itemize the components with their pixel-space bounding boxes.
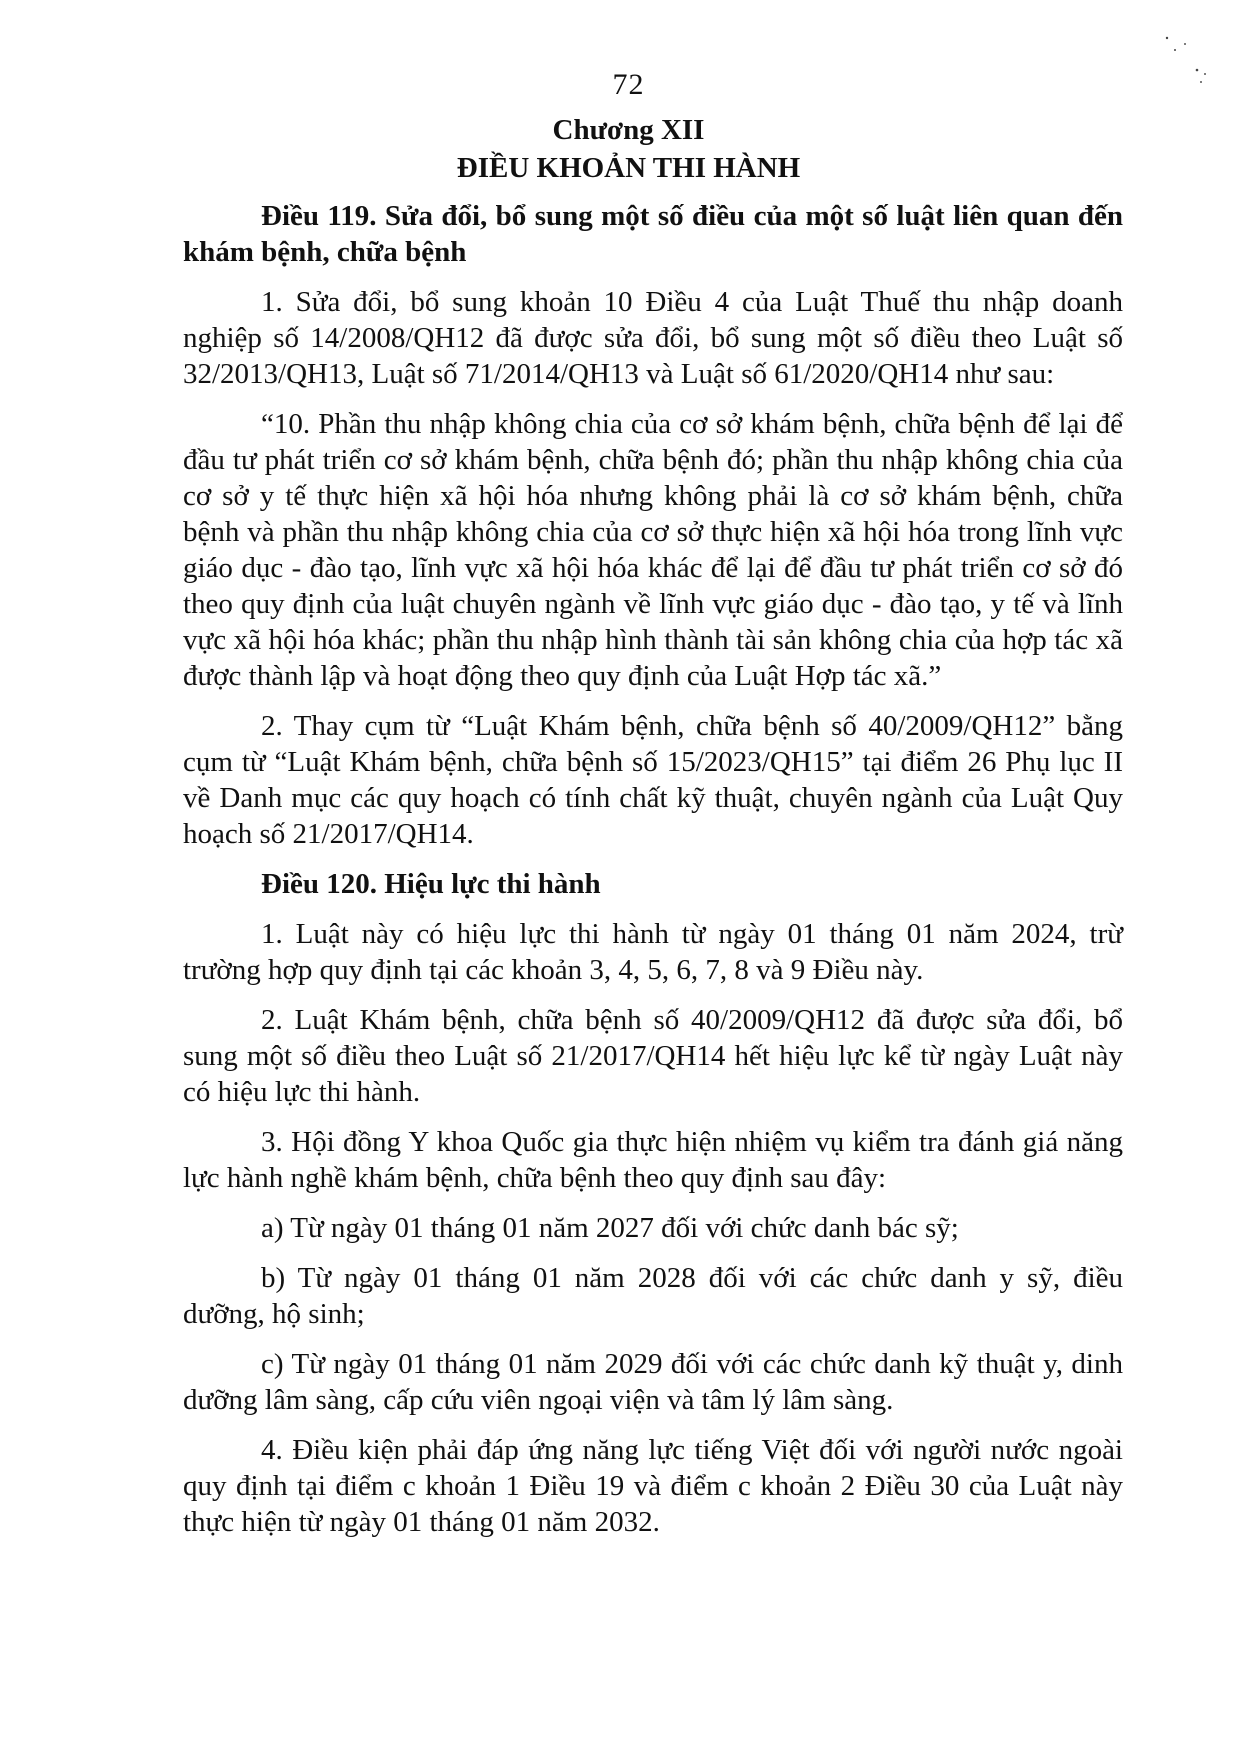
paragraph: 3. Hội đồng Y khoa Quốc gia thực hiện nhiệm vụ kiểm tra đánh giá năng lực hành nghề khám bệnh, chữa bệnh theo quy định sau đây:	[183, 1126, 1123, 1194]
article-heading: Điều 119. Sửa đổi, bổ sung một số điều của một số luật liên quan đến khám bệnh, chữa bệnh	[183, 200, 1123, 268]
list-item: c) Từ ngày 01 tháng 01 năm 2029 đối với các chức danh kỹ thuật y, dinh dưỡng lâm sàng, cấp cứu viên ngoại viện và tâm lý lâm sàng.	[183, 1348, 1123, 1416]
paragraph: 2. Luật Khám bệnh, chữa bệnh số 40/2009/QH12 đã được sửa đổi, bổ sung một số điều theo Luật số 21/2017/QH14 hết hiệu lực kể từ ngày Luật này có hiệu lực thi hành.	[183, 1004, 1123, 1108]
paragraph: 4. Điều kiện phải đáp ứng năng lực tiếng Việt đối với người nước ngoài quy định tại điểm c khoản 1 Điều 19 và điểm c khoản 2 Điều 30 của Luật này thực hiện từ ngày 01 tháng 01 năm 2032.	[183, 1434, 1123, 1538]
chapter-title: ĐIỀU KHOẢN THI HÀNH	[456, 152, 801, 184]
quoted-paragraph: “10. Phần thu nhập không chia của cơ sở khám bệnh, chữa bệnh để lại để đầu tư phát triển cơ sở khám bệnh, chữa bệnh đó; phần thu nhập không chia của cơ sở y tế thực hiện xã hội hóa nhưng không phải là cơ sở khám bệnh, chữa bệnh và phần thu nhập không chia của cơ sở thực hiện xã hội hóa trong lĩnh vực giáo dục - đào tạo, lĩnh vực xã hội hóa khác để lại để đầu tư phát triển cơ sở đó theo quy định của luật chuyên ngành về lĩnh vực giáo dục - đào tạo, y tế và lĩnh vực xã hội hóa khác; phần thu nhập hình thành tài sản không chia của hợp tác xã được thành lập và hoạt động theo quy định của Luật Hợp tác xã.”	[183, 408, 1123, 692]
article-heading: Điều 120. Hiệu lực thi hành	[261, 868, 601, 900]
chapter-label: Chương XII	[552, 114, 705, 146]
article-119	[183, 198, 1123, 852]
list-item: a) Từ ngày 01 tháng 01 năm 2027 đối với chức danh bác sỹ;	[261, 1212, 959, 1244]
paragraph: 1. Luật này có hiệu lực thi hành từ ngày 01 tháng 01 năm 2024, trừ trường hợp quy định tại các khoản 3, 4, 5, 6, 7, 8 và 9 Điều này.	[183, 918, 1123, 986]
document-body	[183, 198, 1123, 1554]
paragraph: 2. Thay cụm từ “Luật Khám bệnh, chữa bệnh số 40/2009/QH12” bằng cụm từ “Luật Khám bệnh, chữa bệnh số 15/2023/QH15” tại điểm 26 Phụ lục II về Danh mục các quy hoạch có tính chất kỹ thuật, chuyên ngành của Luật Quy hoạch số 21/2017/QH14.	[183, 710, 1123, 850]
list-item: b) Từ ngày 01 tháng 01 năm 2028 đối với các chức danh y sỹ, điều dưỡng, hộ sinh;	[183, 1262, 1123, 1330]
page-number: 72	[612, 68, 645, 101]
article-120	[183, 866, 1123, 1540]
paragraph: 1. Sửa đổi, bổ sung khoản 10 Điều 4 của Luật Thuế thu nhập doanh nghiệp số 14/2008/QH12 đã được sửa đổi, bổ sung một số điều theo Luật số 32/2013/QH13, Luật số 71/2014/QH13 và Luật số 61/2020/QH14 như sau:	[183, 286, 1123, 390]
